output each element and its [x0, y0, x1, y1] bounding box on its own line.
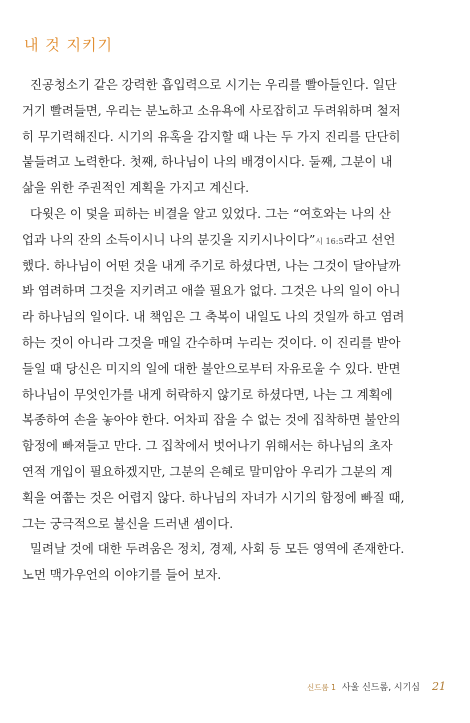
paragraph-3	[22, 536, 450, 588]
page-footer	[307, 680, 446, 693]
text-line: 봐 염려하며 그것을 지키려고 애쓸 필요가 없다. 그것은 나의 일이 아니	[22, 283, 401, 299]
text-line: 연적 개입이 필요하겠지만, 그분의 은혜로 말미암아 우리가 그분의 계	[22, 463, 393, 479]
series-label: 신드롬 1	[306, 683, 336, 692]
text-line: 하는 것이 아니라 그것을 매일 간수하며 누리는 것이다. 이 진리를 받아	[22, 334, 401, 350]
text-line: 라 하나님의 일이다. 내 책임은 그 축복이 내일도 나의 것일까 하고 염려	[22, 309, 405, 325]
text-line: 진공청소기 같은 강력한 흡입력으로 시기는 우리를 빨아들인다. 일단	[30, 77, 397, 92]
page-number: 21	[432, 680, 446, 693]
text-line: 그는 궁극적으로 불신을 드러낸 셈이다.	[22, 515, 234, 531]
text-segment: 업과 나의 잔의 소득이시니 나의 분깃을 지키시나이다”	[22, 231, 316, 247]
section-heading: 내 것 지키기	[24, 36, 113, 54]
text-line: 들일 때 당신은 미지의 일에 대한 불안으로부터 자유로울 수 있다. 반면	[22, 360, 401, 376]
text-line: 다윗은 이 덫을 피하는 비결을 알고 있었다. 그는 “여호와는 나의 산	[30, 205, 391, 221]
text-line-with-reference	[22, 227, 450, 253]
text-line: 붙들려고 노력한다. 첫째, 하나님이 나의 배경이시다. 둘째, 그분이 내	[22, 154, 393, 170]
text-line: 하나님이 무엇인가를 내게 허락하지 않기로 하셨다면, 나는 그 계획에	[22, 386, 393, 402]
body-text	[22, 72, 450, 588]
paragraph-1	[22, 72, 450, 201]
chapter-title: 사울 신드롬, 시기심	[341, 683, 420, 693]
text-line: 밀려날 것에 대한 두려움은 정치, 경제, 사회 등 모든 영역에 존재한다.	[30, 541, 405, 557]
text-line: 함정에 빠져들고 만다. 그 집착에서 벗어나기 위해서는 하나님의 초자	[22, 438, 393, 454]
text-line: 복종하여 손을 놓아야 한다. 어차피 잡을 수 없는 것에 집착하면 불안의	[22, 412, 401, 428]
text-line: 삶을 위한 주권적인 계획을 가지고 계신다.	[22, 180, 250, 196]
text-segment: 라고 선언	[343, 231, 396, 247]
text-line: 노먼 맥가우언의 이야기를 들어 보자.	[22, 567, 222, 583]
paragraph-2	[22, 201, 450, 536]
text-line: 거기 빨려들면, 우리는 분노하고 소유욕에 사로잡히고 두려워하며 철저	[22, 102, 401, 118]
scripture-reference: 시 16:5	[315, 236, 344, 246]
text-line: 획을 여쭙는 것은 어렵지 않다. 하나님의 자녀가 시기의 함정에 빠질 때,	[22, 489, 405, 505]
text-line: 히 무기력해진다. 시기의 유혹을 감지할 때 나는 두 가지 진리를 단단히	[22, 128, 401, 144]
text-line: 했다. 하나님이 어떤 것을 내게 주기로 하셨다면, 나는 그것이 달아날까	[22, 257, 401, 273]
